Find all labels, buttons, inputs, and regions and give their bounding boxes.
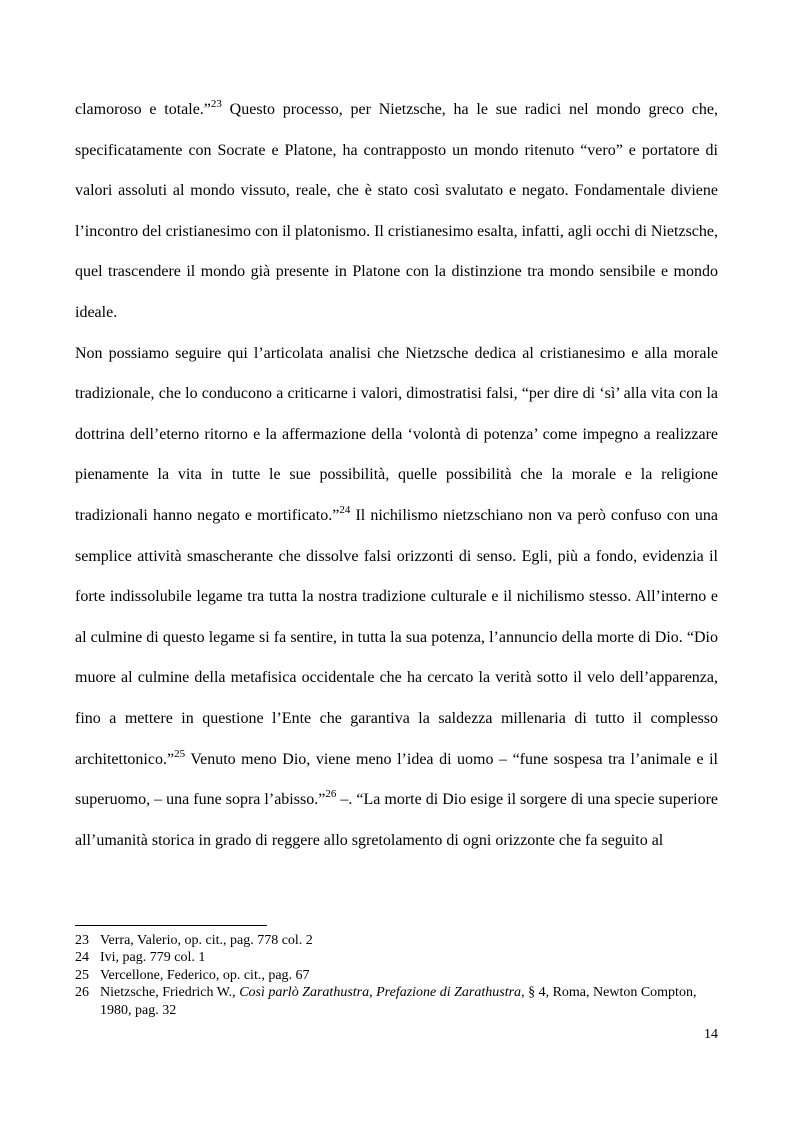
paragraph-2: Non possiamo seguire qui l’articolata analisi che Nietzsche dedica al cristianesimo e alla morale tradizionale, che lo conducono a criticarne i valori, dimostratisi falsi, “per dire di ‘sì’ alla vita con la dottrina dell’eterno ritorno e la affermazione della ‘volontà di potenza’ come impegno a realizzare pienamente la vita in tutte le sue possibilità, quelle possibilità che la morale e la religione tradizionali hanno negato e mortificato.”$^{24}$ Il nichilismo nietzschiano non va però confuso con una semplice attività smascherante che dissolve falsi orizzonti di senso. Egli, più a fondo, evidenzia il forte indissolubile legame tra tutta la nostra tradizione culturale e il nichilismo stesso. All’interno e al culmine di questo legame si fa sentire, in tutta la sua potenza, l’annuncio della morte di Dio. “Dio muore al culmine della metafisica occidentale che ha cercato la verità sotto il velo dell’apparenza, fino a mettere in questione l’Ente che garantiva la saldezza millenaria di tutto il complesso architettonico.”$^{25}$ Venuto meno Dio, viene meno l’idea di uomo – “fune sospesa tra l’animale e il superuomo, – una fune sopra l’abisso.”$^{26}$ –. “La morte di Dio esige il sorgere di una specie superiore all’umanità storica in grado di reggere allo sgretolamento di ogni orizzonte che fa seguito al <box>75 344 719 849</box>
footnote-list <box>75 932 718 1019</box>
footnote-reference: 25 <box>174 747 186 760</box>
paragraph-1: clamoroso e totale.”$^{23}$ Questo processo, per Nietzsche, ha le sue radici nel mondo greco che, specificatamente con Socrate e Platone, ha contrapposto un mondo ritenuto “vero” e portatore di valori assoluti al mondo vissuto, reale, che è stato così svalutato e negato. Fondamentale diviene l’incontro del cristianesimo con il platonismo. Il cristianesimo esalta, infatti, agli occhi di Nietzsche, quel trascendere il mondo già presente in Platone con la distinzione tra mondo sensibile e mondo ideale. <box>75 98 719 321</box>
italic-title: Così parlò Zarathustra <box>239 985 370 1001</box>
footnote-text: Vercellone, Federico, op. cit., pag. 67 <box>100 967 310 983</box>
footnote-25 <box>75 967 718 984</box>
footnote-number: 25 <box>75 967 89 983</box>
footnote-reference: 23 <box>210 98 222 110</box>
footnote-separator <box>75 925 267 926</box>
footnote-23 <box>75 932 718 949</box>
footnote-text: Verra, Valerio, op. cit., pag. 778 col. 2 <box>100 933 313 948</box>
footnote-number: 26 <box>75 985 89 1001</box>
page-number: 14 <box>704 1027 718 1042</box>
footnote-number: 23 <box>75 933 89 948</box>
italic-title: Prefazione di Zarathustra <box>376 985 522 1001</box>
footnote-text: Ivi, pag. 779 col. 1 <box>100 950 206 966</box>
footnote-24 <box>75 949 718 966</box>
footnote-text: Nietzsche, Friedrich W., Così parlò Zarathustra, Prefazione di Zarathustra, § 4, Roma, Newton Compton, 1980, pag. 32 <box>100 985 697 1018</box>
main-text <box>75 90 718 861</box>
footnote-26 <box>75 984 718 1019</box>
footnote-reference: 26 <box>325 788 337 801</box>
footnote-number: 24 <box>75 950 89 966</box>
footnote-reference: 24 <box>339 503 351 516</box>
